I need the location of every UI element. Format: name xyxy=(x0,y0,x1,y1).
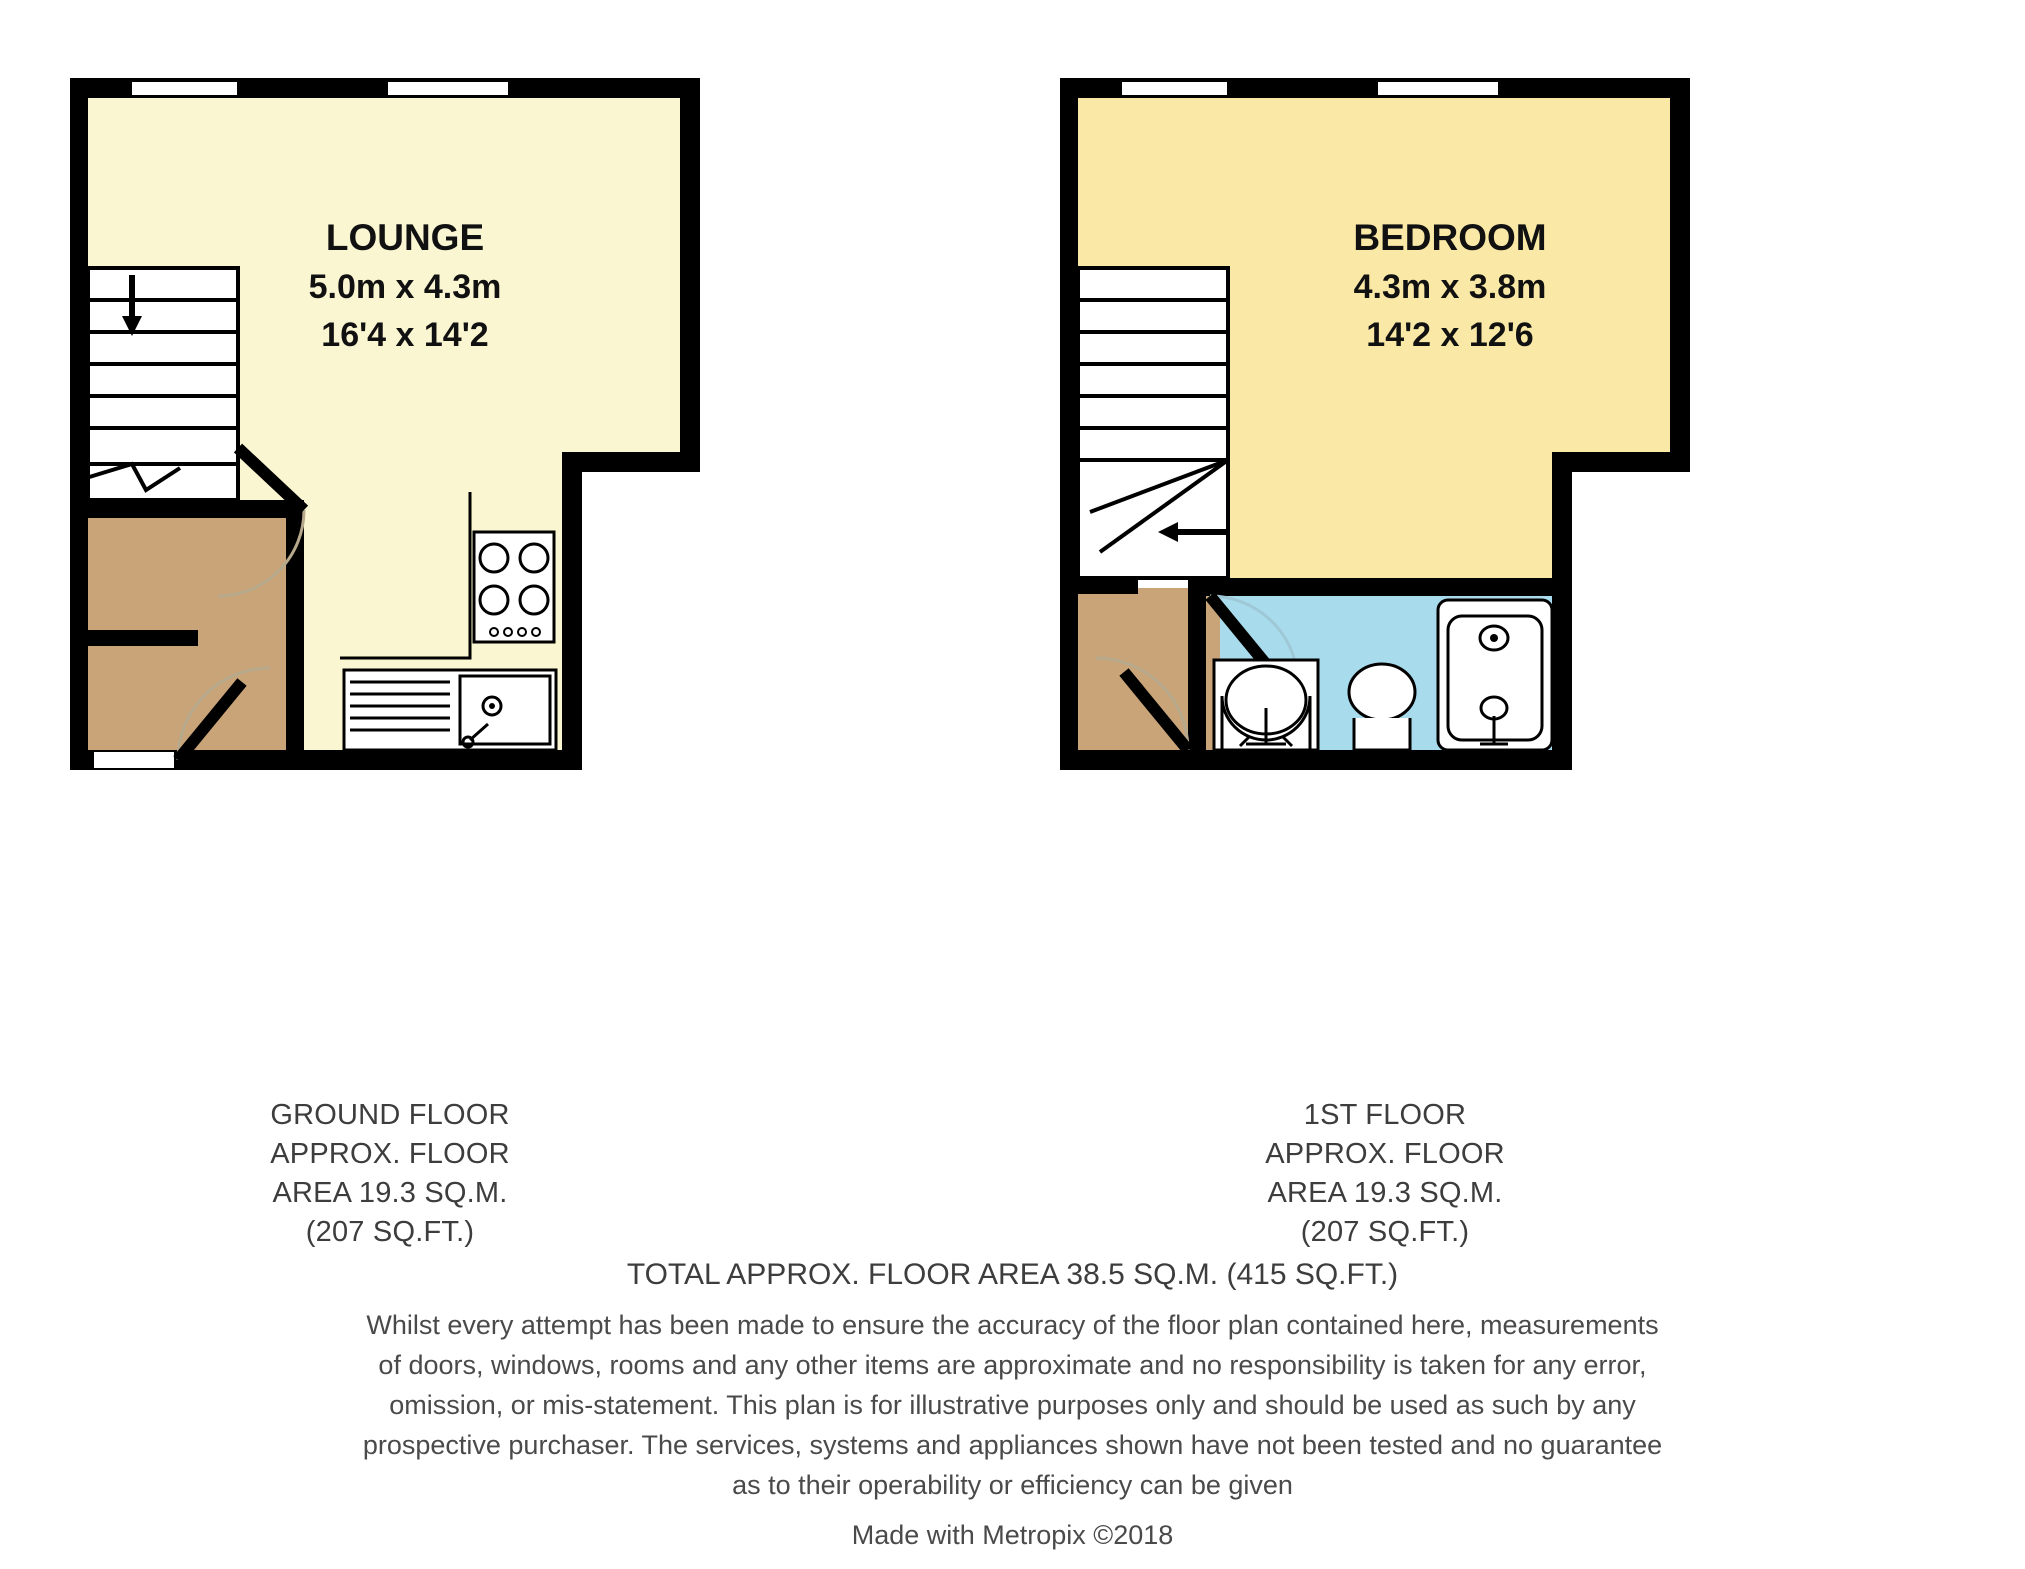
bedroom-dim-imperial: 14'2 x 12'6 xyxy=(1366,316,1534,354)
kitchen-sink-icon xyxy=(344,670,556,750)
staircase-up xyxy=(1078,268,1228,578)
disclaimer-line-5: as to their operability or efficiency can be given xyxy=(732,1470,1293,1500)
ground-floor-area-sqm: AREA 19.3 SQ.M. xyxy=(272,1177,508,1209)
disclaimer-line-1: Whilst every attempt has been made to ensure the accuracy of the floor plan contained here, measurements xyxy=(366,1310,1659,1340)
disclaimer-line-3: omission, or mis-statement. This plan is for illustrative purposes only and should be used as such by any xyxy=(389,1390,1636,1420)
first-floor-approx: APPROX. FLOOR xyxy=(1265,1138,1505,1170)
ground-floor-title: GROUND FLOOR xyxy=(270,1099,510,1131)
cooker-hob-icon xyxy=(474,532,554,642)
lounge-room-name: LOUNGE xyxy=(325,217,485,258)
first-floor-caption xyxy=(1105,1096,1665,1252)
bedroom-room-name: BEDROOM xyxy=(1353,217,1547,258)
lounge-dim-imperial: 16'4 x 14'2 xyxy=(321,316,489,354)
internal-wall-hall-right xyxy=(286,500,304,750)
disclaimer-line-4: prospective purchaser. The services, systems and appliances shown have not been tested and no guarantee xyxy=(362,1430,1663,1460)
first-floor-area-sqft: (207 SQ.FT.) xyxy=(1300,1216,1470,1248)
lounge-dim-metric: 5.0m x 4.3m xyxy=(308,268,502,306)
window-front-left-1st xyxy=(1122,82,1227,95)
ground-floor-plan xyxy=(70,60,710,780)
disclaimer-text xyxy=(0,1305,2025,1505)
ground-floor-approx: APPROX. FLOOR xyxy=(270,1138,510,1170)
front-door-opening xyxy=(94,752,174,768)
internal-wall-bathroom-top xyxy=(1188,578,1562,596)
total-floor-area: TOTAL APPROX. FLOOR AREA 38.5 SQ.M. (415 SQ.FT.) xyxy=(626,1258,1399,1291)
window-front-left xyxy=(132,82,237,95)
internal-wall-landing-stub xyxy=(1078,578,1138,594)
wash-basin-icon xyxy=(1214,660,1318,750)
ground-floor-area-sqft: (207 SQ.FT.) xyxy=(305,1216,475,1248)
metropix-credit: Made with Metropix ©2018 xyxy=(851,1520,1174,1550)
bath-icon xyxy=(1438,600,1552,750)
window-front-right xyxy=(388,82,508,95)
first-floor-title: 1ST FLOOR xyxy=(1303,1099,1467,1131)
ground-floor-caption xyxy=(110,1096,670,1252)
first-floor-area-sqm: AREA 19.3 SQ.M. xyxy=(1267,1177,1503,1209)
toilet-icon xyxy=(1342,656,1422,750)
bedroom-dim-metric: 4.3m x 3.8m xyxy=(1353,268,1547,306)
internal-wall-landing-bottom-stub xyxy=(1188,708,1206,750)
internal-wall-hall-stub xyxy=(88,630,198,646)
first-floor-plan xyxy=(1060,60,1700,780)
disclaimer-line-2: of doors, windows, rooms and any other items are approximate and no responsibility is taken for any error, xyxy=(378,1350,1647,1380)
bedroom-lower-fill xyxy=(1220,510,1552,588)
window-front-right-1st xyxy=(1378,82,1498,95)
internal-wall-hall-top xyxy=(88,500,286,518)
staircase-down xyxy=(86,268,238,500)
